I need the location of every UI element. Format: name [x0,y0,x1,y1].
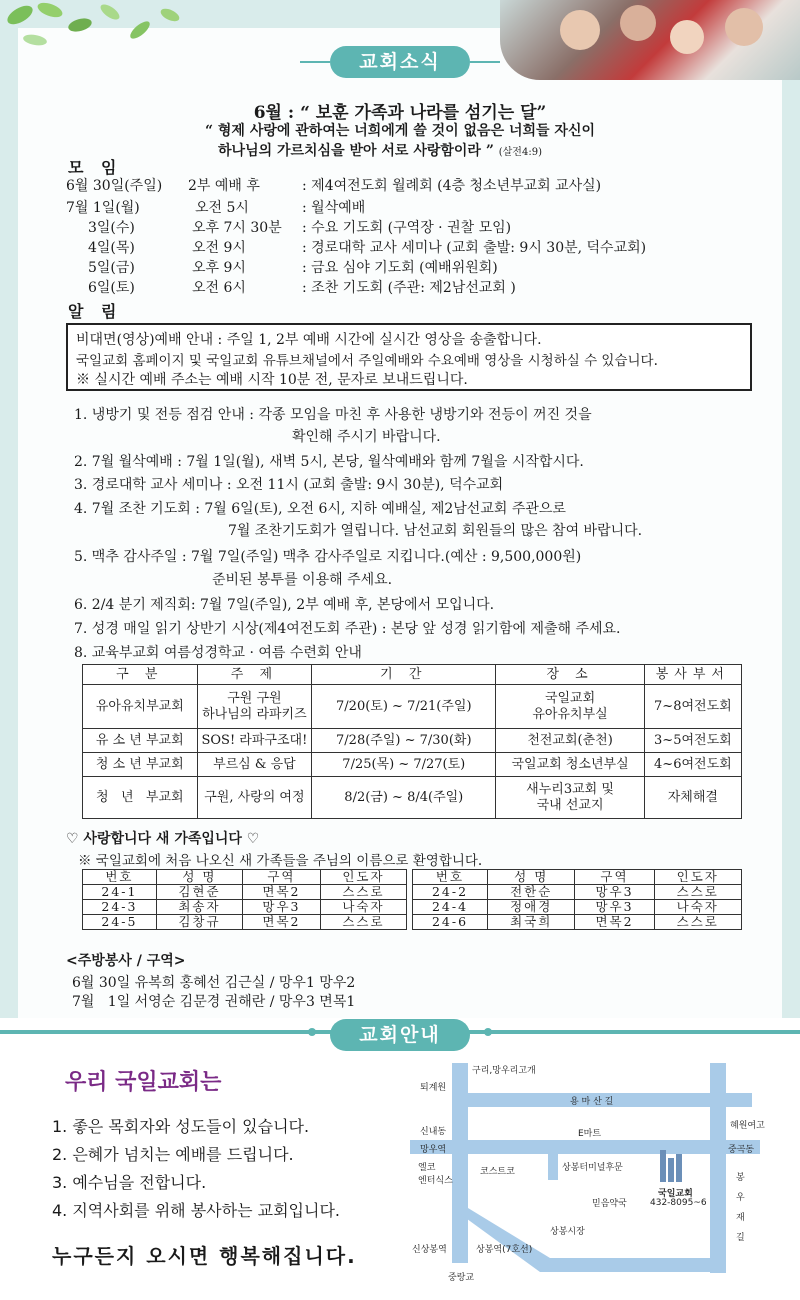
table-header: 구역 [575,870,654,885]
verse-ref: (살전4:9) [498,147,542,158]
verse-text: 하나님의 가르치심을 받아 서로 사랑함이라 ” [218,143,494,159]
table-row [83,685,742,729]
church-guide-badge: 교회안내 [330,1019,470,1051]
table-row [83,729,742,753]
guide-item: 4. 지역사회를 위해 봉사하는 교회입니다. [52,1201,340,1220]
meeting-date: 6일(토) [88,280,135,296]
table-cell: 면목2 [242,915,320,930]
table-cell: 7/28(주일) ~ 7/30(화) [312,729,496,753]
notice-line: 비대면(영상)예배 안내 : 주일 1, 2부 예배 시간에 실시간 영상을 송출합니다. [76,332,542,348]
table-row [413,915,742,930]
table-header: 성 명 [156,870,242,885]
meeting-date: 3일(수) [88,220,135,236]
month-theme: 6월 : “ 보훈 가족과 나라를 섬기는 달” [253,103,547,123]
table-cell: 24-4 [413,900,488,915]
meeting-time: 2부 예배 후 [188,178,260,194]
table-cell: 7/25(목) ~ 7/27(토) [312,753,496,777]
table-cell: SOS! 라파구조대! [197,729,312,753]
church-guide-title [65,1065,221,1096]
map-label: 퇴계원 [420,1083,447,1093]
table-cell: 면목2 [575,915,654,930]
table-header: 기 간 [312,665,496,685]
table-cell: 최국희 [488,915,575,930]
notices-heading: 알 림 [68,302,123,321]
table-cell: 청 년 부교회 [83,777,198,819]
map-label: 구리,망우리고개 [472,1066,536,1076]
table-header: 인도자 [654,870,741,885]
table-cell: 4~6여전도회 [644,753,741,777]
table-row [83,753,742,777]
meeting-time: 오전 6시 [192,280,246,296]
location-map [410,1058,780,1288]
map-label: 국일교회 [658,1189,693,1199]
kitchen-line: 7월 1일 서영순 김문경 권해란 / 망우3 면목1 [72,994,356,1010]
table-cell: 24-2 [413,885,488,900]
notice-item: 3. 경로대학 교사 세미나 : 오전 11시 (교회 출발: 9시 30분), 덕수교회 [74,477,504,493]
notice-item: 4. 7월 조찬 기도회 : 7월 6일(토), 오전 6시, 지하 예배실, 제2남선교회 주관으로 [74,501,566,517]
map-label: 상봉터미널후문 [562,1163,623,1173]
meeting-desc: : 월삭예배 [302,200,366,216]
notice-item-cont: 7월 조찬기도회가 열립니다. 남선교회 회원들의 많은 참여 바랍니다. [228,523,643,539]
guide-item: 3. 예수님을 전합니다. [52,1173,207,1192]
notice-item: 8. 교육부교회 여름성경학교 · 여름 수련회 안내 [74,645,362,661]
map-label: 엘코 엔터식스 [418,1163,453,1186]
meeting-desc: : 금요 심야 기도회 (예배위원회) [302,260,498,276]
meeting-date: 5일(금) [88,260,135,276]
table-cell: 면목2 [242,885,320,900]
table-row [413,885,742,900]
meeting-desc: : 조찬 기도회 (주관: 제2남선교회 ) [302,280,516,296]
notice-line: 국일교회 홈페이지 및 국일교회 유튜브채널에서 주일예배와 수요예배 영상을 시청하실 수 있습니다. [76,353,658,369]
map-label: 신상봉역 [412,1245,447,1255]
map-roads [410,1058,780,1288]
map-label: E마트 [578,1129,602,1139]
table-header: 봉사부서 [644,665,741,685]
map-label: 중곡동 [728,1145,755,1155]
map-label: 상봉시장 [550,1227,585,1237]
notice-item: 2. 7월 월삭예배 : 7월 1일(월), 새벽 5시, 본당, 월삭예배와 함께 7월을 시작합시다. [74,454,584,470]
online-worship-notice [66,323,752,391]
map-label: 믿음약국 [592,1199,627,1209]
notice-item-cont: 준비된 봉투를 이용해 주세요. [212,572,393,588]
table-header: 장 소 [496,665,644,685]
map-label: 중랑교 [448,1273,475,1283]
newcomers-table-left [82,869,407,930]
table-header: 번호 [413,870,488,885]
table-cell: 7~8여전도회 [644,685,741,729]
table-cell: 전한순 [488,885,575,900]
map-label: 상봉역(7호선) [476,1245,533,1255]
table-row [413,900,742,915]
meeting-desc: : 경로대학 교사 세미나 (교회 출발: 9시 30분, 덕수교회) [302,240,647,256]
table-cell: 7/20(토) ~ 7/21(주일) [312,685,496,729]
verse-line-1: “ 형제 사랑에 관하여는 너희에게 쓸 것이 없음은 너희들 자신이 [204,123,596,139]
table-cell: 나숙자 [654,900,741,915]
table-cell: 24-1 [83,885,157,900]
map-label: 봉 우 재 길 [736,1173,745,1243]
notice-item-cont: 확인해 주시기 바랍니다. [292,429,441,445]
table-row [83,915,407,930]
slogan: 누구든지 오시면 행복해집니다. [52,1244,357,1268]
notice-item: 1. 냉방기 및 전등 점검 안내 : 각종 모임을 마친 후 사용한 냉방기와 전등이 꺼진 것을 [74,407,592,423]
kitchen-line: 6월 30일 유복희 홍혜선 김근실 / 망우1 망우2 [72,975,356,991]
table-cell: 유 소 년 부교회 [83,729,198,753]
leaves-decoration [0,0,200,60]
table-cell: 최송자 [156,900,242,915]
map-label: 망우역 [420,1145,447,1155]
choir-photo [500,0,800,80]
table-cell: 국일교회 청소년부실 [496,753,644,777]
table-cell: 8/2(금) ~ 8/4(주일) [312,777,496,819]
meeting-time: 오후 7시 30분 [192,220,282,236]
summer-program-table [82,664,742,819]
table-header: 구역 [242,870,320,885]
table-cell: 망우3 [575,900,654,915]
table-cell: 새누리3교회 및 국내 선교지 [496,777,644,819]
map-label: 432-8095~6 [650,1198,707,1208]
table-cell: 국일교회 유아유치부실 [496,685,644,729]
table-cell: 망우3 [575,885,654,900]
notice-item: 7. 성경 매일 읽기 상반기 시상(제4여전도회 주관) : 본당 앞 성경 읽기함에 제출해 주세요. [74,621,621,637]
church-guide-title-text: 우리 국일교회는 [65,1070,222,1095]
table-cell: 천전교회(춘천) [496,729,644,753]
table-cell: 24-5 [83,915,157,930]
table-cell: 김현준 [156,885,242,900]
map-label: 혜원여고 [730,1121,765,1131]
table-cell: 스스로 [654,915,741,930]
meetings-heading: 모 임 [68,158,123,177]
church-news-badge: 교회소식 [330,46,470,78]
table-header: 주 제 [197,665,312,685]
table-cell: 청 소 년 부교회 [83,753,198,777]
guide-item: 2. 은혜가 넘치는 예배를 드립니다. [52,1145,294,1164]
meeting-time: 오전 9시 [192,240,246,256]
meeting-date: 7월 1일(월) [66,200,140,216]
table-cell: 24-6 [413,915,488,930]
map-label: 코스트코 [480,1167,515,1177]
table-cell: 스스로 [320,885,406,900]
table-row [83,777,742,819]
table-cell: 3~5여전도회 [644,729,741,753]
meeting-desc: : 제4여전도회 월례회 (4층 청소년부교회 교사실) [302,178,602,194]
table-cell: 망우3 [242,900,320,915]
meeting-date: 6월 30일(주일) [66,178,163,194]
guide-item: 1. 좋은 목회자와 성도들이 있습니다. [52,1117,310,1136]
badge-line-right [470,61,500,63]
table-row [83,900,407,915]
meeting-desc: : 수요 기도회 (구역장 · 권찰 모임) [302,220,512,236]
divider-dot [484,1028,492,1036]
kitchen-heading: <주방봉사 / 구역> [66,953,186,969]
table-cell: 나숙자 [320,900,406,915]
meeting-time: 오전 5시 [195,200,249,216]
table-cell: 유아유치부교회 [83,685,198,729]
notice-line: ※ 실시간 예배 주소는 예배 시작 10분 전, 문자로 보내드립니다. [76,372,468,388]
table-cell: 김창규 [156,915,242,930]
notice-item: 5. 맥추 감사주일 : 7월 7일(주일) 맥추 감사주일로 지킵니다.(예산 : 9,500,000원) [74,549,582,565]
divider-dot [308,1028,316,1036]
newcomers-sub: ※ 국일교회에 처음 나오신 새 가족들을 주님의 이름으로 환영합니다. [78,853,483,869]
table-cell: 스스로 [320,915,406,930]
table-header: 번호 [83,870,157,885]
newcomers-heading: ♡ 사랑합니다 새 가족입니다 ♡ [66,831,260,847]
meeting-date: 4일(목) [88,240,135,256]
table-cell: 정애경 [488,900,575,915]
map-label: 신내동 [420,1127,447,1137]
table-cell: 스스로 [654,885,741,900]
table-row [83,885,407,900]
newcomers-table-right [412,869,742,930]
table-cell: 부르심 & 응답 [197,753,312,777]
meeting-time: 오후 9시 [192,260,246,276]
table-header: 구 분 [83,665,198,685]
notice-item: 6. 2/4 분기 제직회: 7월 7일(주일), 2부 예배 후, 본당에서 모입니다. [74,597,495,613]
table-header: 인도자 [320,870,406,885]
map-label: 용 마 산 길 [570,1097,614,1107]
badge-line-left [300,61,330,63]
table-cell: 24-3 [83,900,157,915]
table-cell: 구원, 사랑의 여정 [197,777,312,819]
table-cell: 자체해결 [644,777,741,819]
table-header: 성 명 [488,870,575,885]
table-cell: 구원 구원 하나님의 라파키즈 [197,685,312,729]
